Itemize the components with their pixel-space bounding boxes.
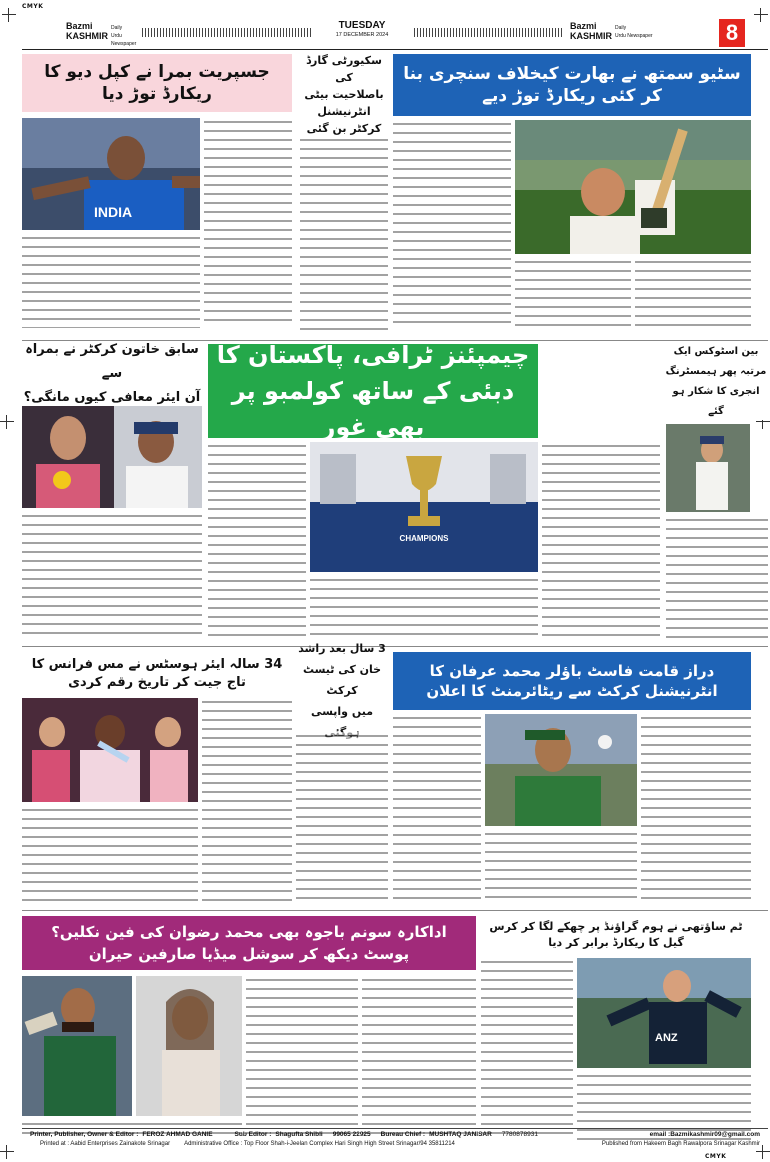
bumrah-photo-label: INDIA xyxy=(94,204,133,220)
stokes-headline-line2: مرتبہ پھر ہیمسٹرنگ xyxy=(665,366,767,377)
anchor-photo xyxy=(22,406,202,508)
cmyk-mark: CMYK xyxy=(705,1153,727,1160)
stokes-headline xyxy=(664,344,768,420)
brand-tag-2: Urdu Newspaper xyxy=(111,33,137,47)
brand-name-2: KASHMIR xyxy=(66,31,108,41)
registration-mark xyxy=(2,8,16,22)
sonam-text-col1 xyxy=(246,976,358,1140)
masthead-brand-right xyxy=(570,21,700,41)
security-headline xyxy=(300,53,388,135)
rashid-headline xyxy=(296,641,388,728)
irfan-headline: دراز قامت فاسٹ باؤلر محمد عرفان کا انٹرنیشنل کرکٹ سے ریٹائرمنٹ کا اعلان xyxy=(393,652,751,710)
cmyk-mark: CMYK xyxy=(22,3,44,10)
footer-printed-at: Printed at : Aabid Enterprises Zainakote Srinagar xyxy=(40,1141,171,1147)
anchor-headline xyxy=(22,344,202,404)
champions-text-left xyxy=(208,442,306,638)
champions-text-lower xyxy=(310,576,538,638)
footer-printer-label: Printer, Publisher, Owner & Editor : xyxy=(30,1131,139,1138)
champions-photo xyxy=(310,442,538,572)
masthead-day: TUESDAY xyxy=(338,20,386,31)
sonam-photo xyxy=(136,976,242,1116)
rashid-headline-line1: 3 سال بعد راشد xyxy=(298,641,386,655)
stokes-text xyxy=(666,516,768,638)
footer-subeditor-label: Sub Editor : xyxy=(234,1131,272,1138)
security-headline-line2: باصلاحیت بیٹی xyxy=(304,87,384,101)
stokes-headline-line3: انجری کا شکار ہو گئے xyxy=(672,386,760,417)
irfan-text-left xyxy=(393,714,481,904)
brand-tag: Daily xyxy=(615,25,627,31)
security-headline-line1: سکیورٹی گارڈ کی xyxy=(306,53,382,84)
footer-phone2: 7780878931 xyxy=(501,1131,538,1138)
footer-bureau-label: Bureau Chief : xyxy=(380,1131,426,1138)
footer-bar xyxy=(22,1128,768,1129)
southee-text-lower xyxy=(577,1072,751,1140)
masthead-rule xyxy=(142,28,312,37)
stokes-photo xyxy=(666,424,750,512)
masthead-date-block xyxy=(312,20,412,38)
masthead xyxy=(22,18,768,48)
champions-text-right xyxy=(542,442,660,638)
miss-france-text-lower xyxy=(22,806,198,904)
registration-mark xyxy=(0,1145,14,1159)
smith-text-column xyxy=(393,120,511,330)
southee-photo xyxy=(577,958,751,1068)
row-divider xyxy=(22,646,768,647)
smith-photo xyxy=(515,120,751,254)
bumrah-text-column xyxy=(204,118,292,328)
masthead-date: 17 DECEMBER 2024 xyxy=(335,32,389,38)
footer-email: email :Bazmikashmir09@gmail.com xyxy=(649,1131,760,1138)
footer-subeditor-name: Shagufta Shibli xyxy=(275,1131,323,1138)
brand-name: Bazmi xyxy=(570,21,597,31)
southee-shirt-text: ANZ xyxy=(655,1032,678,1044)
brand-tag-2: Urdu Newspaper xyxy=(615,33,653,39)
bumrah-headline: جسپریت بمرا نے کپل دیو کا ریکارڈ توڑ دیا xyxy=(22,54,292,112)
brand-name: Bazmi xyxy=(66,21,93,31)
security-text-column xyxy=(300,136,388,336)
miss-france-text-right xyxy=(202,698,292,904)
miss-france-photo xyxy=(22,698,198,802)
masthead-brand-left xyxy=(66,21,141,48)
rashid-headline-line3: میں واپسی xyxy=(310,704,374,718)
rashid-text xyxy=(296,732,388,904)
footer-line2 xyxy=(40,1141,760,1147)
masthead-rule xyxy=(414,28,564,37)
footer-bureau-name: MUSHTAQ JANISAR xyxy=(429,1131,492,1138)
rashid-headline-line2: خان کی ٹیسٹ کرکٹ xyxy=(302,662,382,697)
smith-headline: سٹیو سمتھ نے بھارت کیخلاف سنچری بنا کر کئی ریکارڈ توڑ دیے xyxy=(393,54,751,116)
footer-printer-name: FEROZ AHMAD GANIE xyxy=(142,1131,213,1138)
miss-france-headline: 34 سالہ ایئر ہوسٹس نے مس فرانس کا تاج جیت کر تاریخ رقم کردی xyxy=(22,652,292,696)
bumrah-photo xyxy=(22,118,200,230)
rizwan-photo xyxy=(22,976,132,1116)
sonam-headline: اداکارہ سونم باجوہ بھی محمد رضوان کی فین نکلیں؟ پوسٹ دیکھ کر سوشل میڈیا صارفین حیران xyxy=(22,916,476,970)
smith-text-lower-left xyxy=(515,258,631,330)
stokes-headline-line1: بین اسٹوکس ایک xyxy=(673,346,759,357)
brand-tag: Daily xyxy=(111,25,123,31)
sonam-text-col2 xyxy=(362,976,476,1140)
footer-published-from: Published from Hakeem Bagh Rawalpora Srinagar Kashmir xyxy=(601,1141,760,1147)
row-divider xyxy=(22,910,768,911)
champions-trophy-text: CHAMPIONS xyxy=(399,534,449,543)
footer-phone1: 99065 22925 xyxy=(332,1131,371,1138)
anchor-headline-line1: سابق خاتون کرکٹر نے بمراہ سے xyxy=(25,342,199,381)
southee-headline: ٹم ساؤتھی نے ہوم گراؤنڈ پر چھکے لگا کر کرس گیل کا ریکارڈ برابر کر دیا xyxy=(481,916,751,954)
champions-headline: چیمپئنز ٹرافی، پاکستان کا دبئی کے ساتھ کولمبو پر بھی غور xyxy=(208,344,538,438)
footer-admin-office: Administrative Office : Top Floor Shah-i-Jeelan Complex Hari Singh High Street Srinagar/94 35811214 xyxy=(184,1141,455,1147)
page-number: 8 xyxy=(719,19,745,47)
footer-line1 xyxy=(30,1131,760,1138)
smith-text-lower-right xyxy=(635,258,751,330)
irfan-text-right xyxy=(641,714,751,904)
anchor-headline-line2: آن ایئر معافی کیوں مانگی؟ xyxy=(23,390,201,405)
registration-mark xyxy=(756,1145,770,1159)
southee-text-left xyxy=(481,958,573,1140)
irfan-text-lower xyxy=(485,830,637,904)
irfan-photo xyxy=(485,714,637,826)
brand-name-2: KASHMIR xyxy=(570,31,612,41)
registration-mark xyxy=(0,415,14,429)
anchor-text xyxy=(22,512,202,638)
security-headline-line3: انٹرنیشنل کرکٹر بن گئی xyxy=(306,104,382,135)
bumrah-text-lower xyxy=(22,234,200,328)
masthead-divider xyxy=(22,49,768,50)
